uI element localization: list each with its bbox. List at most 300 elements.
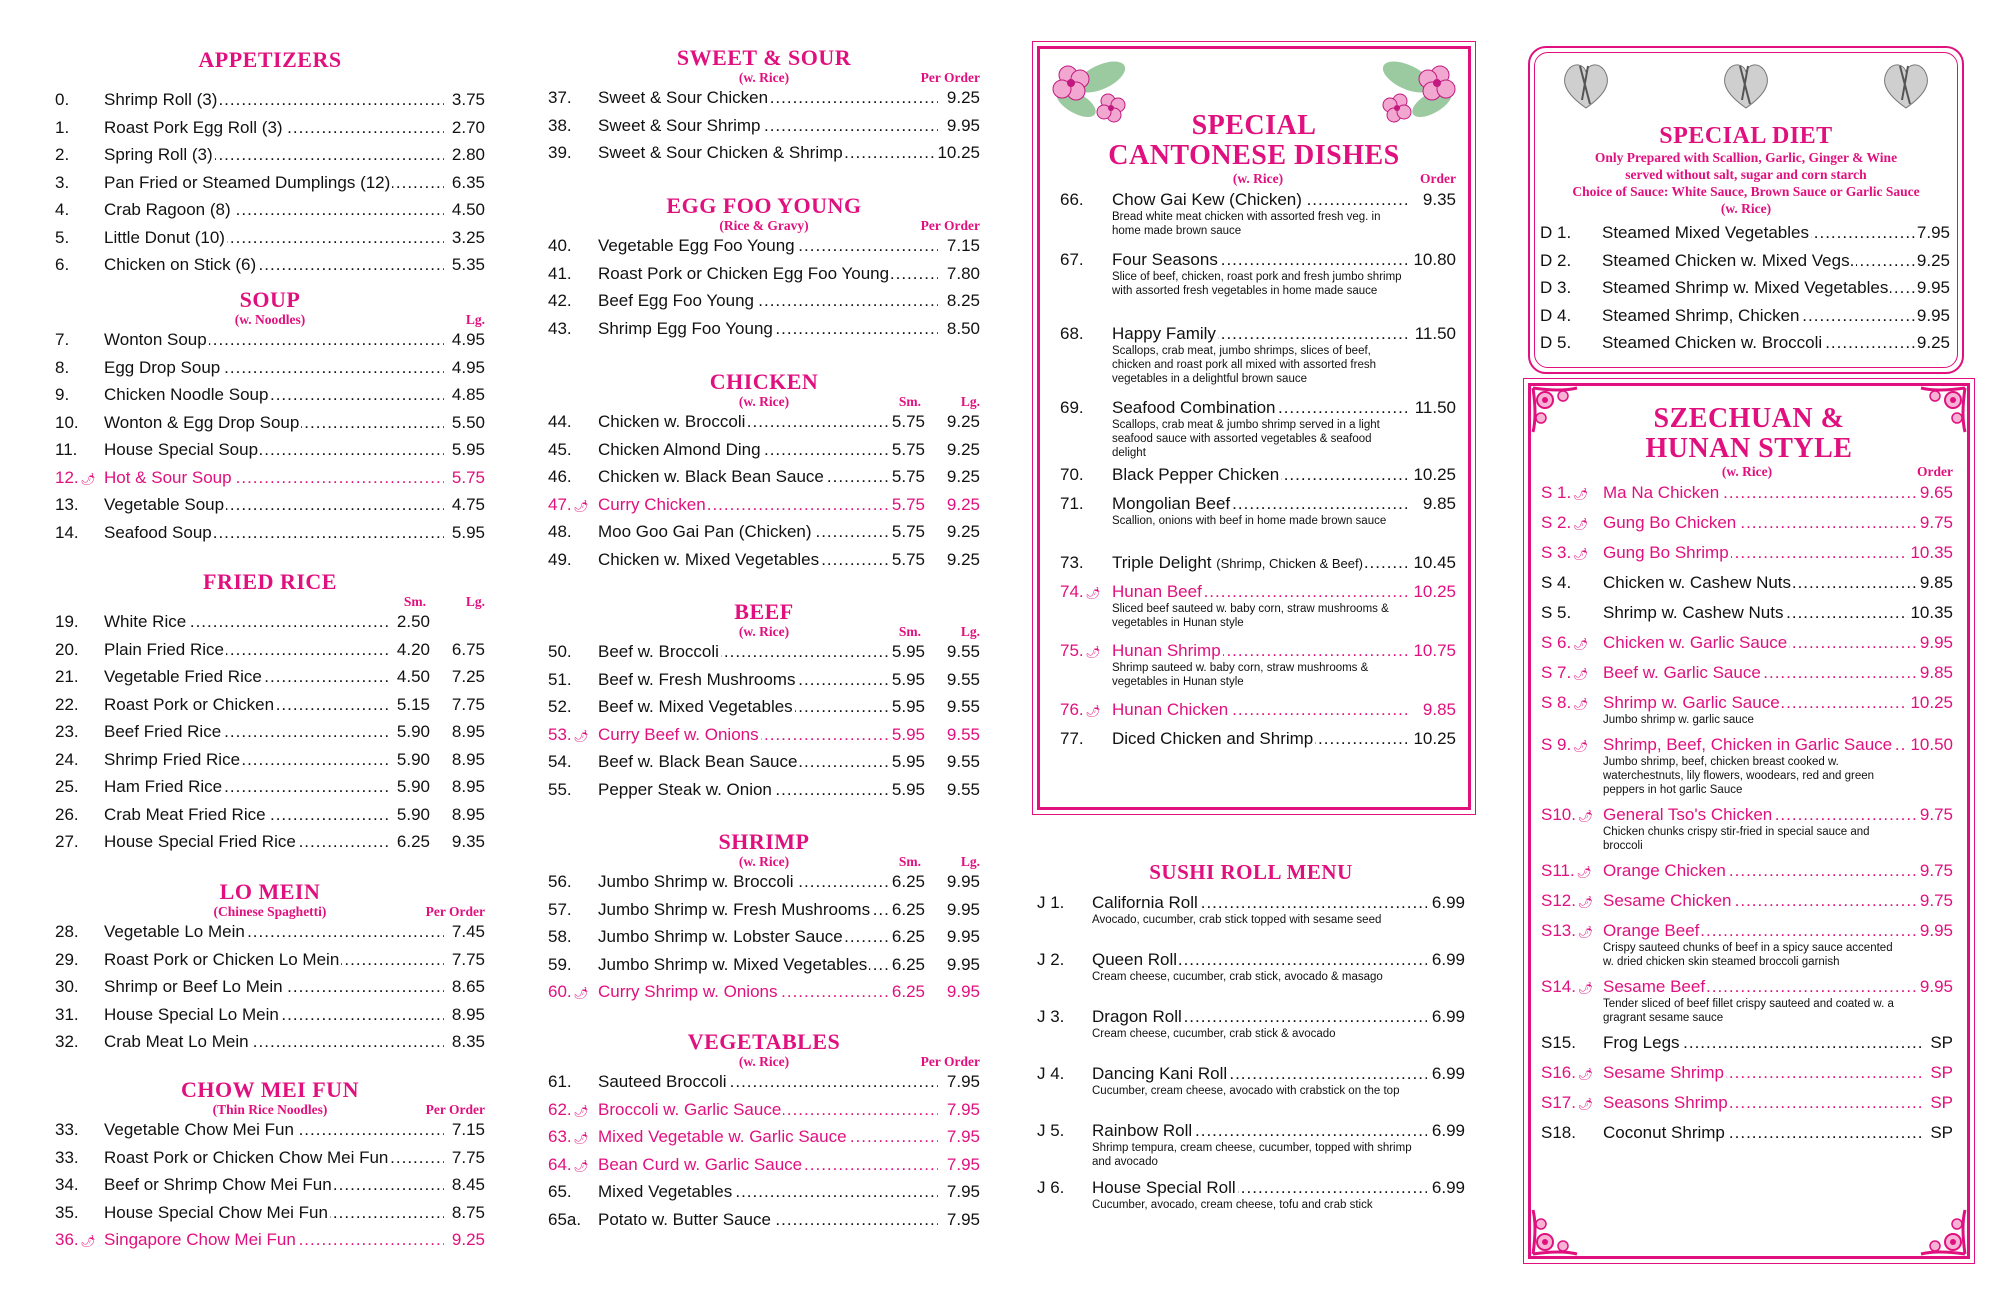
price: 9.25 xyxy=(946,439,980,459)
item-name-text: Chow Gai Kew (Chicken) xyxy=(1112,190,1302,209)
price: 9.95 xyxy=(946,982,980,1001)
item-number-text: 29. xyxy=(55,949,79,969)
item-number xyxy=(1037,1006,1064,1028)
item-description: Cucumber, avocado, cream cheese, tofu and crab stick xyxy=(1092,1199,1373,1211)
item-name-text: Beef w. Black Bean Sauce xyxy=(598,752,798,771)
price: 9.95 xyxy=(946,899,980,919)
item-name xyxy=(1603,890,1923,912)
price: 11.50 xyxy=(1414,398,1456,417)
price: 2.70 xyxy=(451,117,485,137)
item-name-text: Potato w. Butter Sauce xyxy=(598,1209,771,1229)
price-small: 5.75 xyxy=(891,522,925,541)
item-name xyxy=(1092,1177,1427,1199)
menu-item xyxy=(1540,305,1950,333)
item-name xyxy=(104,467,444,489)
menu-item xyxy=(548,494,980,522)
item-number-text: 4. xyxy=(55,200,70,219)
price: 10.35 xyxy=(1910,603,1953,622)
szechuan-subheader xyxy=(1541,464,1953,481)
hot-pepper-icon: 🌶 xyxy=(1577,981,1594,995)
section-items xyxy=(548,1071,980,1236)
price: 9.25 xyxy=(946,467,980,486)
item-number-text: 24. xyxy=(55,749,79,769)
menu-item xyxy=(1060,581,1456,640)
section-beef xyxy=(548,600,980,806)
diet-note-4: (w. Rice) xyxy=(1720,201,1772,216)
item-description: Bread white meat chicken with assorted fresh veg. in home made brown sauce xyxy=(1112,211,1381,237)
item-name xyxy=(1603,482,1923,504)
item-number xyxy=(548,1071,572,1093)
item-name xyxy=(104,227,444,249)
item-number-text: 19. xyxy=(55,612,79,631)
szechuan-order-header: Order xyxy=(1917,464,1953,479)
item-number xyxy=(55,172,69,194)
item-name xyxy=(104,1174,444,1196)
item-number xyxy=(55,1147,79,1169)
menu-item xyxy=(55,384,485,412)
menu-item xyxy=(1541,860,1953,890)
item-number-text: 11. xyxy=(55,440,78,459)
item-name-text: Steamed Shrimp w. Mixed Vegetables xyxy=(1602,278,1889,297)
price-small: 5.75 xyxy=(891,467,925,486)
section-subheader xyxy=(548,1054,980,1071)
price-small: 5.75 xyxy=(891,549,925,569)
price: 7.45 xyxy=(451,922,485,941)
item-number xyxy=(1037,949,1064,971)
item-name-text: Plain Fried Rice xyxy=(104,639,224,659)
price: 10.25 xyxy=(937,143,980,162)
sushi-section xyxy=(1037,860,1465,1234)
item-name-text: Beef w. Fresh Mushrooms xyxy=(598,669,796,689)
item-description: Sliced beef sauteed w. baby corn, straw mushrooms & vegetables in Hunan style xyxy=(1112,603,1389,629)
hot-pepper-icon: 🌶 xyxy=(1577,1067,1594,1081)
item-number xyxy=(548,235,572,257)
item-number xyxy=(55,412,79,434)
menu-item xyxy=(1060,249,1456,323)
item-number xyxy=(548,696,572,718)
menu-item xyxy=(1037,1120,1465,1177)
item-number-text: 10. xyxy=(55,412,79,432)
item-name-text: House Special Lo Mein xyxy=(104,1004,279,1024)
item-number-text: 60. xyxy=(548,982,572,1001)
item-number xyxy=(548,981,589,1004)
item-name-text: Sesame Chicken xyxy=(1603,891,1732,910)
price-small: 4.20 xyxy=(396,639,430,659)
price: 7.15 xyxy=(946,236,980,255)
item-name-text: Queen Roll xyxy=(1092,950,1178,969)
price: 9.25 xyxy=(946,549,980,569)
price-small: 5.90 xyxy=(396,777,430,796)
item-number-text: 14. xyxy=(55,522,79,542)
price-small: 5.95 xyxy=(891,642,925,661)
menu-item xyxy=(548,439,980,467)
item-name xyxy=(104,639,389,661)
item-number xyxy=(55,1174,79,1196)
price-small: 5.95 xyxy=(891,779,925,799)
item-description: Tender sliced of beef fillet crispy sauteed and coated w. a gragrant sesame sauce xyxy=(1603,998,1894,1024)
item-number xyxy=(55,611,79,633)
menu-item xyxy=(548,899,980,927)
item-name xyxy=(1603,734,1923,756)
item-number-text: S 7. xyxy=(1541,663,1572,682)
item-number-text: S13. xyxy=(1541,921,1576,940)
item-number-text: 73. xyxy=(1060,553,1084,572)
item-name-text: Black Pepper Chicken xyxy=(1112,465,1280,484)
special-diet-list xyxy=(1540,222,1950,360)
item-name-text: General Tso's Chicken xyxy=(1603,805,1773,824)
item-number xyxy=(55,976,79,998)
item-name-text: Chicken w. Mixed Vegetables xyxy=(598,549,820,569)
menu-item xyxy=(55,694,485,722)
price: 7.95 xyxy=(946,1154,980,1174)
item-name xyxy=(1603,1092,1923,1114)
item-number-text: 22. xyxy=(55,694,79,714)
menu-item xyxy=(1541,804,1953,860)
item-description: Slice of beef, chicken, roast pork and fresh jumbo shrimp with assorted fresh vegetables in home made sauce xyxy=(1112,271,1402,297)
item-name-text: Broccoli w. Garlic Sauce xyxy=(598,1099,782,1119)
item-name-text: Hot & Sour Soup xyxy=(104,467,232,487)
item-number xyxy=(55,522,79,544)
price: 9.25 xyxy=(1916,250,1950,270)
item-number-text: S 3. xyxy=(1541,543,1572,562)
menu-item xyxy=(1037,1063,1465,1120)
menu-item xyxy=(55,522,485,550)
hot-pepper-icon: 🌶 xyxy=(1085,704,1101,718)
item-number xyxy=(548,899,572,921)
menu-item xyxy=(1541,692,1953,734)
price: 8.95 xyxy=(451,722,485,741)
price-small: 5.75 xyxy=(891,412,925,431)
item-number-text: S14. xyxy=(1541,977,1576,996)
item-name xyxy=(104,357,444,379)
price: 5.95 xyxy=(451,522,485,542)
item-name-text: Beef w. Broccoli xyxy=(598,642,719,661)
item-name xyxy=(104,117,444,139)
price: 6.99 xyxy=(1431,893,1465,912)
item-name xyxy=(104,522,444,544)
menu-item xyxy=(1541,734,1953,804)
price: 9.95 xyxy=(946,954,980,974)
item-name-text: Orange Beef xyxy=(1603,921,1700,940)
item-number xyxy=(1541,572,1571,594)
item-description: Cream cheese, cucumber, crab stick, avocado & masago xyxy=(1092,971,1383,983)
menu-item xyxy=(1540,277,1950,305)
item-name xyxy=(1603,572,1923,594)
price: 9.25 xyxy=(946,412,980,431)
menu-item xyxy=(548,466,980,494)
floral-corner-bottom-left xyxy=(1531,1206,1581,1256)
item-number-text: D 2. xyxy=(1540,250,1572,270)
menu-item xyxy=(1037,892,1465,949)
item-description: Shrimp tempura, cream cheese, cucumber, topped with shrimp and avocado xyxy=(1092,1142,1412,1168)
section-title: BEEF xyxy=(734,599,794,624)
size-header-small: Sm. xyxy=(898,624,921,639)
item-name xyxy=(1092,1063,1427,1085)
item-number xyxy=(1060,552,1084,574)
item-name-text: Pepper Steak w. Onion xyxy=(598,779,772,799)
section-subtitle: (w. Rice) xyxy=(738,854,790,869)
menu-item xyxy=(1060,464,1456,493)
item-number-text: 76. xyxy=(1060,700,1084,719)
price: 7.95 xyxy=(946,1099,980,1119)
item-number-text: 31. xyxy=(55,1004,79,1024)
menu-item xyxy=(55,804,485,832)
section-chow-mei-fun xyxy=(55,1078,485,1257)
menu-item xyxy=(1541,1092,1953,1122)
item-name-text: Vegetable Soup xyxy=(104,495,225,514)
section-vegetables xyxy=(548,1030,980,1236)
item-name xyxy=(1602,222,1924,244)
item-number xyxy=(548,439,572,461)
item-number-text: D 5. xyxy=(1540,333,1572,352)
item-name-text: Sweet & Sour Chicken & Shrimp xyxy=(598,143,843,162)
item-name xyxy=(598,1126,938,1148)
item-name-text: Roast Pork or Chicken xyxy=(104,694,275,714)
item-name xyxy=(1092,1120,1427,1142)
menu-item xyxy=(1541,542,1953,572)
menu-item xyxy=(548,521,980,549)
menu-item xyxy=(55,976,485,1004)
item-name-text: Jumbo Shrimp w. Lobster Sauce xyxy=(598,927,843,946)
cantonese-title-line1: SPECIAL xyxy=(1191,110,1317,141)
item-number xyxy=(548,724,589,747)
item-number-text: 32. xyxy=(55,1032,79,1051)
price: 7.95 xyxy=(1916,223,1950,242)
section-subtitle: (Rice & Gravy) xyxy=(719,218,809,233)
item-name xyxy=(1603,1032,1923,1054)
item-name-text: Sweet & Sour Chicken xyxy=(598,88,769,107)
item-number xyxy=(55,117,69,139)
special-diet-title: SPECIAL DIET xyxy=(1659,123,1833,149)
item-number xyxy=(548,779,572,801)
item-number xyxy=(1060,189,1084,211)
menu-item xyxy=(548,411,980,439)
item-number xyxy=(1541,734,1588,757)
item-name xyxy=(104,412,444,434)
item-number xyxy=(1540,277,1571,299)
item-number-text: 36. xyxy=(55,1230,79,1249)
item-number-text: 28. xyxy=(55,922,79,941)
section-title: SWEET & SOUR xyxy=(676,45,852,70)
item-name-text: Shrimp w. Garlic Sauce xyxy=(1603,693,1780,712)
item-number-text: 50. xyxy=(548,642,572,661)
section-subheader xyxy=(55,1102,485,1119)
price: 6.99 xyxy=(1431,1007,1465,1026)
menu-item xyxy=(548,115,980,143)
price: 8.95 xyxy=(451,749,485,769)
item-name xyxy=(1603,662,1923,684)
section-items xyxy=(55,329,485,549)
section-title: CHOW MEI FUN xyxy=(181,1077,359,1102)
item-number-text: S 4. xyxy=(1541,573,1572,592)
menu-item xyxy=(55,89,485,117)
menu-item xyxy=(55,776,485,804)
item-name-text: Crab Meat Lo Mein xyxy=(104,1032,249,1051)
item-description: Scallion, onions with beef in home made brown sauce xyxy=(1112,515,1387,527)
item-name-text: White Rice xyxy=(104,612,187,631)
item-name xyxy=(1112,464,1407,486)
szechuan-box xyxy=(1528,383,1970,1259)
size-header-small: Sm. xyxy=(403,594,426,609)
price: 8.45 xyxy=(451,1175,485,1194)
szechuan-title-line2: HUNAN STYLE xyxy=(1645,433,1853,464)
section-title: SHRIMP xyxy=(718,829,810,854)
price: 9.55 xyxy=(946,697,980,716)
item-name-text: Sesame Beef xyxy=(1603,977,1706,996)
item-number-text: 39. xyxy=(548,143,572,162)
item-number xyxy=(1541,1122,1576,1144)
item-number xyxy=(55,804,79,826)
item-name xyxy=(104,1202,444,1224)
section-title: VEGETABLES xyxy=(687,1029,841,1054)
item-name-text: Beef or Shrimp Chow Mei Fun xyxy=(104,1175,332,1194)
item-number-text: S10. xyxy=(1541,805,1576,824)
item-name xyxy=(104,694,389,716)
item-number xyxy=(55,384,69,406)
section-subheader xyxy=(55,904,485,921)
item-number-text: D 3. xyxy=(1540,278,1572,297)
item-number-text: S18. xyxy=(1541,1123,1576,1142)
section-title: EGG FOO YOUNG xyxy=(666,193,862,218)
price: 10.80 xyxy=(1413,250,1456,269)
item-number-text: 47. xyxy=(548,494,572,514)
item-name xyxy=(1603,920,1923,942)
item-number xyxy=(548,1181,572,1203)
menu-item xyxy=(55,1202,485,1230)
item-number xyxy=(548,926,572,948)
item-name xyxy=(104,144,444,166)
item-number xyxy=(548,871,572,893)
price: 3.75 xyxy=(451,90,485,109)
price-small: 5.95 xyxy=(891,724,925,744)
item-name-text: Dragon Roll xyxy=(1092,1007,1182,1026)
price-small: 5.90 xyxy=(396,749,430,769)
hot-pepper-icon: 🌶 xyxy=(573,1103,589,1118)
section-title: FRIED RICE xyxy=(203,569,337,594)
item-name-text: Steamed Mixed Vegetables xyxy=(1602,223,1809,242)
item-number-text: 59. xyxy=(548,954,572,974)
price: 9.55 xyxy=(946,724,980,744)
menu-item xyxy=(548,263,980,291)
item-number-text: 49. xyxy=(548,549,572,569)
item-number xyxy=(548,549,572,571)
item-name-text: Gung Bo Shrimp xyxy=(1603,543,1729,562)
item-name xyxy=(1092,892,1427,914)
item-name-text: Shrimp Roll (3) xyxy=(104,90,218,109)
item-number-text: 38. xyxy=(548,115,572,135)
item-number-text: 5. xyxy=(55,227,70,247)
section-title: CHICKEN xyxy=(709,369,819,394)
item-name-text: Curry Beef w. Onions xyxy=(598,724,759,744)
item-name-text: Ham Fried Rice xyxy=(104,777,223,796)
menu-item xyxy=(548,1099,980,1127)
section-subheader xyxy=(548,854,980,871)
item-name xyxy=(598,494,888,516)
item-name xyxy=(104,831,389,853)
item-number-text: 52. xyxy=(548,697,572,716)
item-name xyxy=(1603,542,1923,564)
menu-item xyxy=(55,1147,485,1175)
item-number-text: 9. xyxy=(55,385,70,404)
item-number xyxy=(1540,332,1571,354)
item-number-text: 54. xyxy=(548,752,572,771)
price: 5.95 xyxy=(451,440,485,459)
item-name-text: House Special Roll xyxy=(1092,1178,1236,1197)
item-name-text: Coconut Shrimp xyxy=(1603,1123,1725,1142)
item-name xyxy=(104,721,389,743)
item-number xyxy=(55,749,79,771)
menu-item xyxy=(1541,662,1953,692)
section-appetizers xyxy=(55,48,485,282)
item-number xyxy=(55,1004,79,1026)
price: 8.65 xyxy=(451,977,485,996)
hot-pepper-icon: 🌶 xyxy=(1577,925,1594,939)
item-name-text: Singapore Chow Mei Fun xyxy=(104,1230,296,1249)
item-name xyxy=(104,804,389,826)
cantonese-order-header: Order xyxy=(1420,171,1456,186)
item-name xyxy=(598,549,888,571)
size-header-large: Per Order xyxy=(425,1102,485,1117)
price-small: 5.15 xyxy=(396,694,430,714)
item-description: Cucumber, cream cheese, avocado with crabstick on the top xyxy=(1092,1085,1400,1097)
price: 3.25 xyxy=(451,227,485,247)
item-name xyxy=(598,1154,938,1176)
menu-item xyxy=(548,751,980,779)
item-number xyxy=(55,439,77,461)
heart-icon-right xyxy=(1876,56,1936,116)
item-number-text: S17. xyxy=(1541,1093,1576,1112)
item-number xyxy=(55,694,79,716)
item-number xyxy=(1540,222,1571,244)
item-number-text: 56. xyxy=(548,872,572,891)
item-number xyxy=(55,357,69,379)
item-number xyxy=(55,494,79,516)
item-name xyxy=(598,521,888,543)
item-name xyxy=(598,466,888,488)
item-name xyxy=(598,1209,938,1231)
menu-item xyxy=(1541,920,1953,976)
menu-item xyxy=(1541,482,1953,512)
item-name-text: Moo Goo Gai Pan (Chicken) xyxy=(598,522,812,541)
item-name-text: Shrimp or Beef Lo Mein xyxy=(104,977,283,996)
item-number-text: S 9. xyxy=(1541,735,1572,754)
item-name xyxy=(598,954,888,976)
menu-item xyxy=(548,669,980,697)
item-number-text: S11. xyxy=(1541,861,1575,880)
item-number-text: J 1. xyxy=(1037,893,1065,912)
price: 9.25 xyxy=(946,522,980,541)
item-number-text: 23. xyxy=(55,722,79,741)
item-name xyxy=(104,254,444,276)
section-items xyxy=(548,411,980,576)
size-header-large: Lg. xyxy=(960,394,980,409)
szechuan-title-line1: SZECHUAN & xyxy=(1653,403,1845,434)
menu-item xyxy=(1540,332,1950,360)
item-number-text: S 6. xyxy=(1541,633,1572,652)
item-number-text: 0. xyxy=(55,90,70,109)
item-name xyxy=(104,89,444,111)
item-name-text: Steamed Chicken w. Broccoli xyxy=(1602,333,1823,352)
item-name xyxy=(1112,397,1407,419)
price: 9.75 xyxy=(1919,861,1953,880)
item-number-text: S 1. xyxy=(1541,483,1572,502)
menu-item xyxy=(548,724,980,752)
price: 9.25 xyxy=(946,494,980,514)
item-number-text: 37. xyxy=(548,88,572,107)
price: 7.75 xyxy=(451,1147,485,1167)
item-number-text: 41. xyxy=(548,263,572,283)
item-name xyxy=(1112,189,1407,211)
